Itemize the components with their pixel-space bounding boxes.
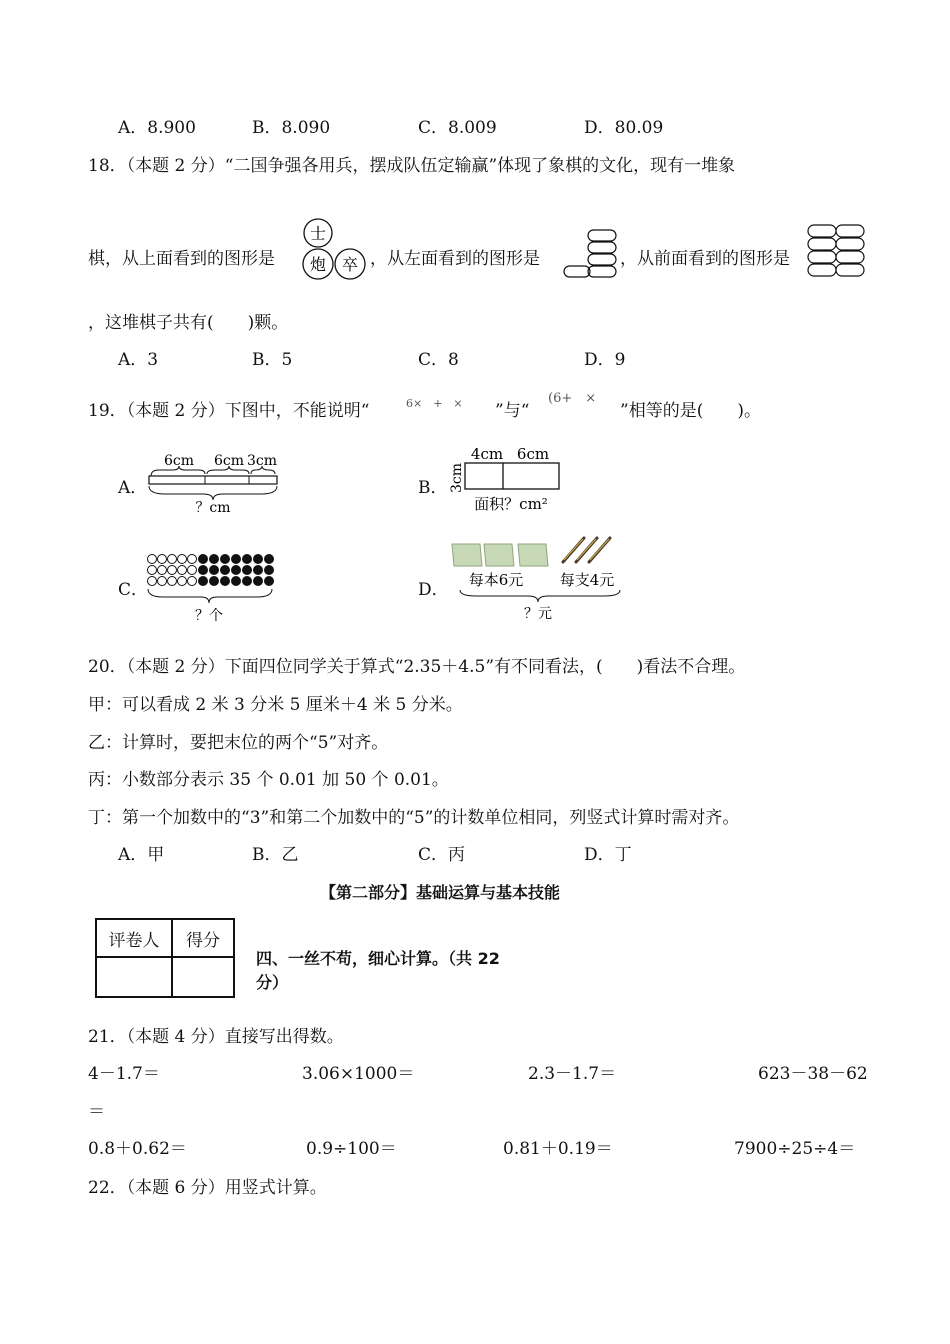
q19-option-b-letter: B． — [418, 478, 448, 498]
score-table-header-score: 得分 — [172, 919, 234, 957]
q20-option-d: D．丁 — [584, 845, 632, 865]
rect-height-label: 3cm — [449, 462, 465, 493]
q20-statement-jia: 甲：可以看成 2 米 3 分米 5 厘米＋4 米 5 分米。 — [88, 695, 463, 715]
chess-piece-pao: 炮 — [309, 255, 327, 274]
notebook-price-label: 每本6元 — [468, 571, 524, 589]
chess-piece-shi: 士 — [309, 224, 327, 243]
q17-option-a: A．8.900 — [118, 118, 196, 138]
q21-item-4-continued: ＝ — [88, 1102, 105, 1122]
q19-stem-b: ”与“ — [495, 401, 530, 421]
q18-stem-line2a: 棋，从上面看到的图形是 — [88, 249, 275, 269]
q21-item-7: 0.81＋0.19＝ — [503, 1139, 613, 1159]
q19-option-b-rectangle-figure — [445, 443, 570, 515]
score-table-grader-cell[interactable] — [96, 957, 172, 997]
section4-title-line2: 分） — [256, 973, 289, 992]
q19-option-a-segment-figure — [145, 450, 285, 516]
q17-option-c: C．8.009 — [418, 118, 497, 138]
q20-statement-bing: 丙：小数部分表示 35 个 0.01 加 50 个 0.01。 — [88, 770, 449, 790]
q21-item-3: 2.3－1.7＝ — [528, 1064, 617, 1084]
chess-front-view-figure — [806, 223, 866, 285]
pen-price-label: 每支4元 — [559, 571, 615, 589]
chess-piece-zu: 卒 — [341, 255, 359, 274]
q20-statement-yi: 乙：计算时，要把末位的两个“5”对齐。 — [88, 733, 389, 753]
q20-stem: 20．（本题 2 分）下面四位同学关于算式“2.35＋4.5”有不同看法，( )看法不合理。 — [88, 657, 746, 677]
q19-stem-a: 19．（本题 2 分）下图中，不能说明“ — [88, 401, 370, 421]
segment-label-2: 6cm — [213, 453, 245, 469]
notebook-icon — [452, 544, 548, 566]
q21-item-8: 7900÷25÷4＝ — [734, 1139, 856, 1159]
q21-item-1: 4－1.7＝ — [88, 1064, 160, 1084]
q19-stem-c: ”相等的是( )。 — [620, 401, 761, 421]
q18-option-c: C．8 — [418, 350, 459, 370]
rect-width-label-1: 4cm — [470, 445, 504, 463]
score-table-score-cell[interactable] — [172, 957, 234, 997]
q18-option-d: D．9 — [584, 350, 626, 370]
q19-expression-1: 6× + × — [406, 397, 463, 410]
q18-stem-line2c: ，从前面看到的图形是 — [620, 249, 790, 269]
q21-item-6: 0.9÷100＝ — [306, 1139, 397, 1159]
q19-option-d-books-pens-figure — [448, 532, 630, 624]
q18-option-a: A．3 — [118, 350, 159, 370]
chess-left-view-figure — [562, 228, 620, 284]
q19-expression-2: (6+ × — [548, 391, 597, 406]
q20-option-a: A．甲 — [118, 845, 165, 865]
q20-statement-ding: 丁：第一个加数中的“3”和第二个加数中的“5”的计数单位相同，列竖式计算时需对齐。 — [88, 808, 740, 828]
q18-stem-line2b: ，从左面看到的图形是 — [370, 249, 540, 269]
score-table — [95, 918, 235, 998]
q21-item-2: 3.06×1000＝ — [302, 1064, 415, 1084]
rect-width-label-2: 6cm — [516, 445, 550, 463]
q22-stem: 22．（本题 6 分）用竖式计算。 — [88, 1178, 327, 1198]
q19-option-a-letter: A． — [118, 478, 148, 498]
rect-area-label: 面积？cm² — [474, 495, 548, 513]
q21-item-4: 623－38－62 — [758, 1064, 868, 1084]
q19-option-d-letter: D． — [418, 580, 449, 600]
q21-item-5: 0.8＋0.62＝ — [88, 1139, 187, 1159]
q19-option-c-dots-figure — [145, 550, 275, 624]
q18-option-b: B．5 — [252, 350, 293, 370]
books-pens-total-label: ？元 — [524, 606, 552, 622]
q20-option-c: C．丙 — [418, 845, 466, 865]
q21-stem: 21．（本题 4 分）直接写出得数。 — [88, 1027, 344, 1047]
segment-label-3: 3cm — [246, 453, 278, 469]
section4-title-line1: 四、一丝不苟，细心计算。（共 22 — [256, 949, 500, 968]
q18-stem-line3: ，这堆棋子共有( )颗。 — [88, 313, 289, 333]
q19-option-c-letter: C． — [118, 580, 149, 600]
q18-stem-line1: 18．（本题 2 分）“二国争强各用兵，摆成队伍定输赢”体现了象棋的文化，现有一堆象 — [88, 156, 736, 176]
dots-total-label: ？个 — [195, 608, 223, 624]
chess-top-view-figure — [298, 215, 370, 285]
score-table-header-grader: 评卷人 — [96, 919, 172, 957]
q20-option-b: B．乙 — [252, 845, 299, 865]
segment-label-1: 6cm — [163, 453, 195, 469]
q17-option-b: B．8.090 — [252, 118, 331, 138]
q17-option-d: D．80.09 — [584, 118, 664, 138]
part2-title: 【第二部分】基础运算与基本技能 — [320, 883, 561, 902]
segment-total-label: ？cm — [195, 500, 231, 516]
